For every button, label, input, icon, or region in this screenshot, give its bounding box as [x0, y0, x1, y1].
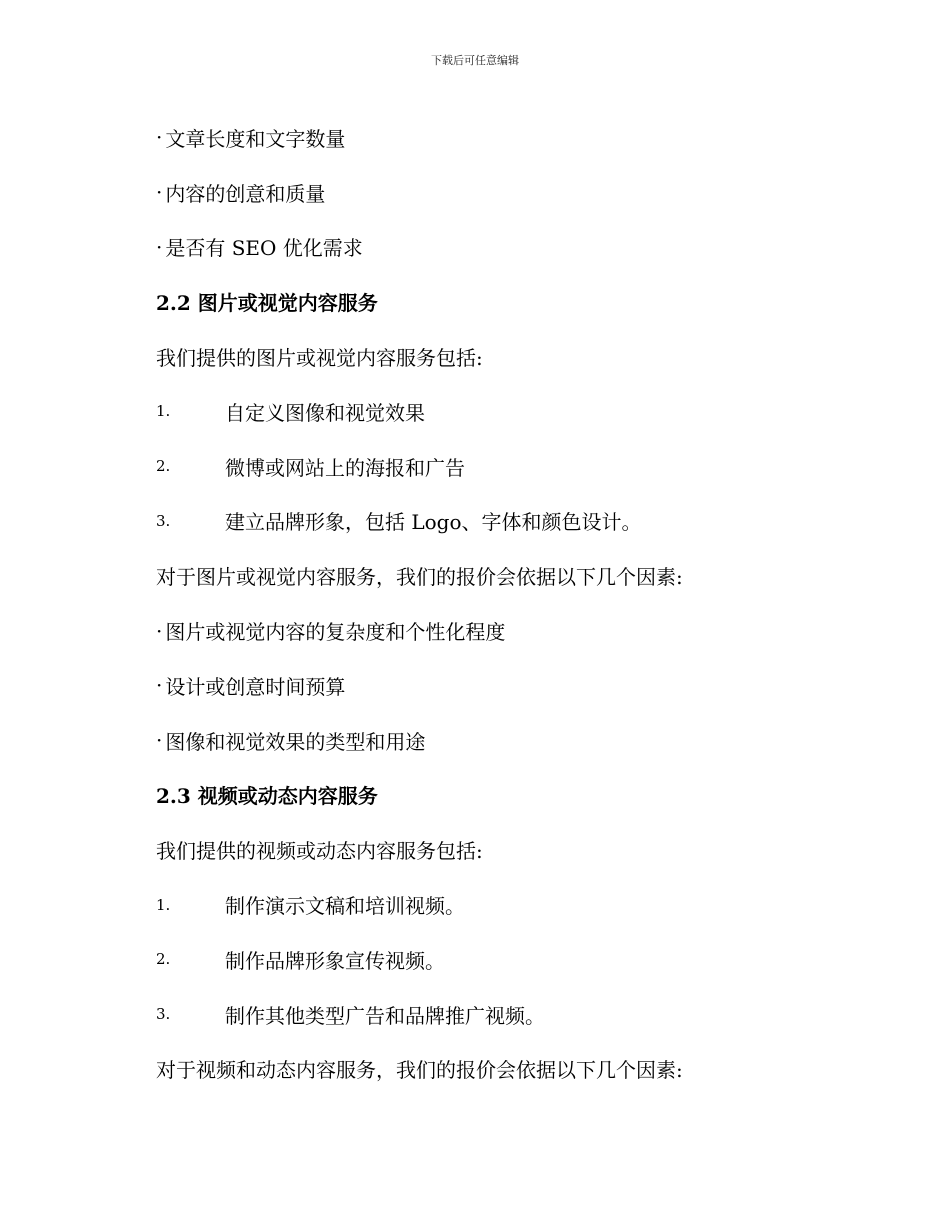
item-text: 制作演示文稿和培训视频。	[225, 894, 465, 919]
numbered-item	[156, 932, 816, 987]
bullet-marker: ·	[156, 125, 163, 150]
bullet-item	[156, 220, 816, 275]
item-number: 1.	[156, 402, 171, 421]
paragraph: 我们提供的图片或视觉内容服务包括:	[156, 346, 483, 371]
item-text: 建立品牌形象，包括 Logo、字体和颜色设计。	[225, 510, 642, 535]
section-heading: 2.2 图片或视觉内容服务	[156, 291, 378, 316]
numbered-item	[156, 384, 816, 439]
paragraph: 对于图片或视觉内容服务，我们的报价会依据以下几个因素:	[156, 565, 683, 590]
bullet-text: 文章长度和文字数量	[165, 126, 346, 151]
paragraph: 对于视频和动态内容服务，我们的报价会依据以下几个因素:	[156, 1058, 683, 1083]
item-number: 3.	[156, 511, 171, 530]
numbered-item	[156, 877, 816, 932]
item-number: 1.	[156, 895, 171, 914]
bullet-text: 设计或创意时间预算	[165, 674, 346, 699]
paragraph: 我们提供的视频或动态内容服务包括:	[156, 839, 483, 864]
item-text: 制作品牌形象宣传视频。	[225, 948, 445, 973]
bullet-item	[156, 603, 816, 658]
bullet-marker: ·	[156, 728, 163, 753]
item-number: 2.	[156, 950, 171, 969]
item-text: 自定义图像和视觉效果	[225, 400, 425, 425]
bullet-item	[156, 110, 816, 165]
bullet-item	[156, 713, 816, 768]
bullet-text: 是否有 SEO 优化需求	[165, 236, 363, 261]
numbered-item	[156, 987, 816, 1042]
section-heading: 2.3 视频或动态内容服务	[156, 784, 378, 809]
numbered-item	[156, 494, 816, 549]
bullet-marker: ·	[156, 618, 163, 643]
bullet-marker: ·	[156, 180, 163, 205]
bullet-item	[156, 658, 816, 713]
bullet-text: 内容的创意和质量	[165, 181, 326, 206]
page-header: 下载后可任意编辑	[431, 54, 519, 67]
bullet-text: 图像和视觉效果的类型和用途	[165, 729, 426, 754]
item-number: 3.	[156, 1005, 171, 1024]
item-text: 微博或网站上的海报和广告	[225, 455, 465, 480]
bullet-text: 图片或视觉内容的复杂度和个性化程度	[165, 620, 506, 645]
document-body	[156, 110, 816, 1096]
item-number: 2.	[156, 457, 171, 476]
bullet-item	[156, 165, 816, 220]
bullet-marker: ·	[156, 673, 163, 698]
item-text: 制作其他类型广告和品牌推广视频。	[225, 1003, 545, 1028]
bullet-marker: ·	[156, 234, 163, 259]
numbered-item	[156, 439, 816, 494]
